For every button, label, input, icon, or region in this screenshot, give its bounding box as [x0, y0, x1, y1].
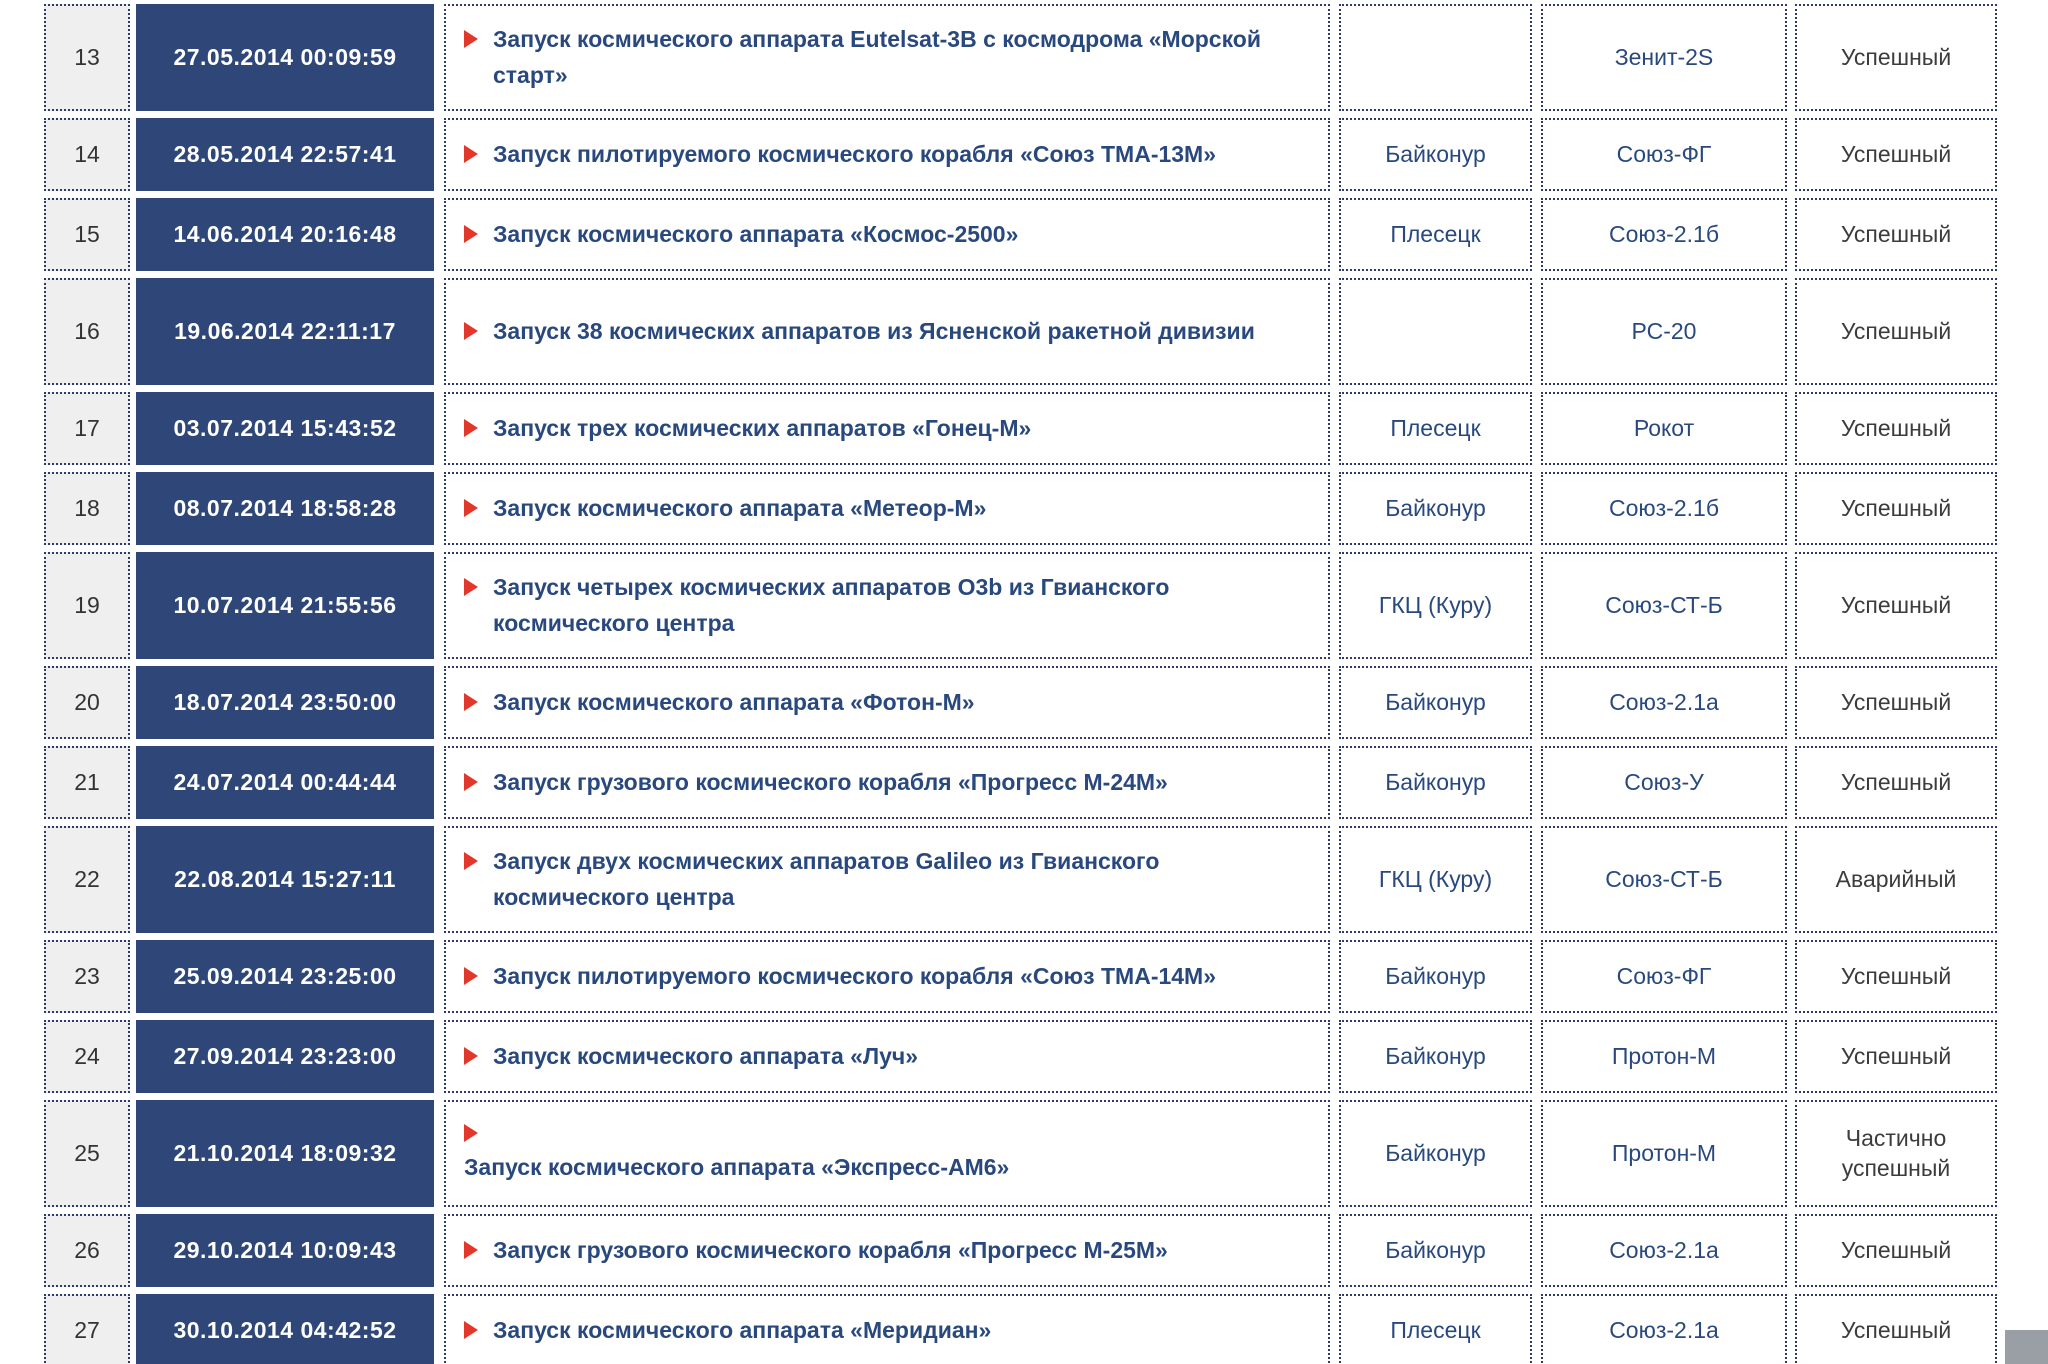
date-cell: 18.07.2014 23:50:00 [136, 666, 434, 739]
launch-description-link[interactable]: Запуск пилотируемого космического корабля «Союз ТМА-14М» [493, 962, 1217, 989]
red-triangle-right-icon [464, 1241, 478, 1259]
description-content [464, 314, 1255, 350]
description-content [464, 137, 1216, 173]
scrollbar-thumb[interactable] [2005, 1330, 2048, 1364]
rocket-cell: Союз-СТ-Б [1541, 552, 1787, 659]
row-number-cell: 17 [44, 392, 130, 465]
rocket-cell: Союз-У [1541, 746, 1787, 819]
status-cell: Успешный [1795, 1214, 1997, 1287]
launch-site-cell [1339, 4, 1532, 111]
launch-description-link[interactable]: Запуск космического аппарата «Фотон-М» [493, 688, 975, 715]
launch-description-link[interactable]: Запуск космического аппарата Eutelsat-3B с космодрома «Морской старт» [493, 25, 1261, 88]
description-cell [444, 118, 1330, 191]
description-cell [444, 666, 1330, 739]
status-cell: Частично успешный [1795, 1100, 1997, 1207]
rocket-cell: Протон-М [1541, 1020, 1787, 1093]
launch-site-cell: Плесецк [1339, 198, 1532, 271]
rocket-cell: Союз-СТ-Б [1541, 826, 1787, 933]
date-cell: 10.07.2014 21:55:56 [136, 552, 434, 659]
description-cell [444, 4, 1330, 111]
description-cell [444, 552, 1330, 659]
launch-description-link[interactable]: Запуск четырех космических аппаратов O3b из Гвианского космического центра [493, 573, 1170, 636]
table-row [44, 1294, 1997, 1364]
description-cell [444, 198, 1330, 271]
description-content [464, 22, 1310, 93]
status-cell: Успешный [1795, 4, 1997, 111]
row-number-cell: 26 [44, 1214, 130, 1287]
red-triangle-right-icon [464, 30, 478, 48]
table-row [44, 4, 1997, 111]
description-cell [444, 1214, 1330, 1287]
status-cell: Успешный [1795, 1020, 1997, 1093]
rocket-cell: Рокот [1541, 392, 1787, 465]
row-number-cell: 22 [44, 826, 130, 933]
red-triangle-right-icon [464, 225, 478, 243]
rocket-cell: Протон-М [1541, 1100, 1787, 1207]
status-cell: Успешный [1795, 666, 1997, 739]
launch-site-cell: Байконур [1339, 1100, 1532, 1207]
table-row [44, 826, 1997, 933]
row-number-cell: 24 [44, 1020, 130, 1093]
date-cell: 30.10.2014 04:42:52 [136, 1294, 434, 1364]
launch-site-cell: Байконур [1339, 940, 1532, 1013]
table-row [44, 1020, 1997, 1093]
date-cell: 24.07.2014 00:44:44 [136, 746, 434, 819]
date-cell: 22.08.2014 15:27:11 [136, 826, 434, 933]
launch-site-cell: Байконур [1339, 1020, 1532, 1093]
description-cell [444, 472, 1330, 545]
table-row [44, 940, 1997, 1013]
launch-description-link[interactable]: Запуск трех космических аппаратов «Гонец-М» [493, 414, 1032, 441]
description-content [464, 1313, 991, 1349]
launch-description-link[interactable]: Запуск космического аппарата «Меридиан» [493, 1316, 992, 1343]
status-cell: Аварийный [1795, 826, 1997, 933]
red-triangle-right-icon [464, 1321, 478, 1339]
description-cell [444, 826, 1330, 933]
status-cell: Успешный [1795, 198, 1997, 271]
red-triangle-right-icon [464, 499, 478, 517]
description-cell [444, 1020, 1330, 1093]
row-number-cell: 21 [44, 746, 130, 819]
date-cell: 27.09.2014 23:23:00 [136, 1020, 434, 1093]
launch-site-cell: Плесецк [1339, 392, 1532, 465]
launches-table [44, 4, 1997, 1364]
status-cell: Успешный [1795, 746, 1997, 819]
date-cell: 25.09.2014 23:25:00 [136, 940, 434, 1013]
status-cell: Успешный [1795, 1294, 1997, 1364]
red-triangle-right-icon [464, 1124, 478, 1142]
description-cell [444, 746, 1330, 819]
table-row [44, 118, 1997, 191]
description-cell [444, 1294, 1330, 1364]
launch-description-link[interactable]: Запуск космического аппарата «Космос-2500» [493, 220, 1019, 247]
launch-site-cell: Байконур [1339, 666, 1532, 739]
launch-site-cell: ГКЦ (Куру) [1339, 552, 1532, 659]
row-number-cell: 13 [44, 4, 130, 111]
launch-description-link[interactable]: Запуск грузового космического корабля «Прогресс М-24М» [493, 768, 1168, 795]
launch-description-link[interactable]: Запуск космического аппарата «Экспресс-АМ6» [464, 1153, 1010, 1180]
rocket-cell: Союз-2.1б [1541, 472, 1787, 545]
description-content [464, 411, 1031, 447]
table-row [44, 278, 1997, 385]
row-number-cell: 15 [44, 198, 130, 271]
status-cell: Успешный [1795, 472, 1997, 545]
table-row [44, 666, 1997, 739]
date-cell: 08.07.2014 18:58:28 [136, 472, 434, 545]
row-number-cell: 14 [44, 118, 130, 191]
description-content [464, 959, 1216, 995]
date-cell: 19.06.2014 22:11:17 [136, 278, 434, 385]
description-cell [444, 278, 1330, 385]
description-content [464, 491, 986, 527]
description-content [464, 765, 1168, 801]
row-number-cell: 18 [44, 472, 130, 545]
red-triangle-right-icon [464, 693, 478, 711]
launch-description-link[interactable]: Запуск космического аппарата «Метеор-М» [493, 494, 987, 521]
status-cell: Успешный [1795, 118, 1997, 191]
table-row [44, 552, 1997, 659]
row-number-cell: 27 [44, 1294, 130, 1364]
rocket-cell: Союз-2.1а [1541, 666, 1787, 739]
table-row [44, 198, 1997, 271]
red-triangle-right-icon [464, 419, 478, 437]
description-content [464, 685, 975, 721]
launch-site-cell: ГКЦ (Куру) [1339, 826, 1532, 933]
description-content [464, 844, 1310, 915]
rocket-cell: Союз-2.1а [1541, 1214, 1787, 1287]
rocket-cell: Союз-2.1б [1541, 198, 1787, 271]
launch-description-link[interactable]: Запуск космического аппарата «Луч» [493, 1042, 919, 1069]
description-cell [444, 940, 1330, 1013]
row-number-cell: 20 [44, 666, 130, 739]
description-cell [444, 1100, 1330, 1207]
row-number-cell: 23 [44, 940, 130, 1013]
launch-description-link[interactable]: Запуск пилотируемого космического корабля «Союз ТМА-13М» [493, 140, 1217, 167]
description-content [464, 1039, 918, 1075]
launch-description-link[interactable]: Запуск 38 космических аппаратов из Ясненской ракетной дивизии [493, 317, 1255, 344]
red-triangle-right-icon [464, 1047, 478, 1065]
date-cell: 03.07.2014 15:43:52 [136, 392, 434, 465]
rocket-cell: РС-20 [1541, 278, 1787, 385]
red-triangle-right-icon [464, 852, 478, 870]
description-content [464, 1122, 1009, 1186]
launch-site-cell: Байконур [1339, 118, 1532, 191]
launch-site-cell [1339, 278, 1532, 385]
row-number-cell: 16 [44, 278, 130, 385]
launch-description-link[interactable]: Запуск грузового космического корабля «Прогресс М-25М» [493, 1236, 1168, 1263]
launch-site-cell: Байконур [1339, 1214, 1532, 1287]
status-cell: Успешный [1795, 278, 1997, 385]
launch-site-cell: Байконур [1339, 746, 1532, 819]
launch-site-cell: Байконур [1339, 472, 1532, 545]
red-triangle-right-icon [464, 578, 478, 596]
table-row [44, 472, 1997, 545]
rocket-cell: Зенит-2S [1541, 4, 1787, 111]
status-cell: Успешный [1795, 552, 1997, 659]
table-row [44, 746, 1997, 819]
description-content [464, 570, 1310, 641]
table-row [44, 1214, 1997, 1287]
row-number-cell: 25 [44, 1100, 130, 1207]
status-cell: Успешный [1795, 940, 1997, 1013]
launch-description-link[interactable]: Запуск двух космических аппаратов Galileo из Гвианского космического центра [493, 847, 1160, 910]
description-content [464, 1233, 1168, 1269]
date-cell: 21.10.2014 18:09:32 [136, 1100, 434, 1207]
launch-site-cell: Плесецк [1339, 1294, 1532, 1364]
date-cell: 27.05.2014 00:09:59 [136, 4, 434, 111]
table-row [44, 392, 1997, 465]
status-cell: Успешный [1795, 392, 1997, 465]
date-cell: 28.05.2014 22:57:41 [136, 118, 434, 191]
red-triangle-right-icon [464, 967, 478, 985]
table-row [44, 1100, 1997, 1207]
red-triangle-right-icon [464, 145, 478, 163]
date-cell: 29.10.2014 10:09:43 [136, 1214, 434, 1287]
description-cell [444, 392, 1330, 465]
red-triangle-right-icon [464, 322, 478, 340]
rocket-cell: Союз-ФГ [1541, 118, 1787, 191]
red-triangle-right-icon [464, 773, 478, 791]
row-number-cell: 19 [44, 552, 130, 659]
rocket-cell: Союз-2.1а [1541, 1294, 1787, 1364]
description-content [464, 217, 1018, 253]
date-cell: 14.06.2014 20:16:48 [136, 198, 434, 271]
rocket-cell: Союз-ФГ [1541, 940, 1787, 1013]
